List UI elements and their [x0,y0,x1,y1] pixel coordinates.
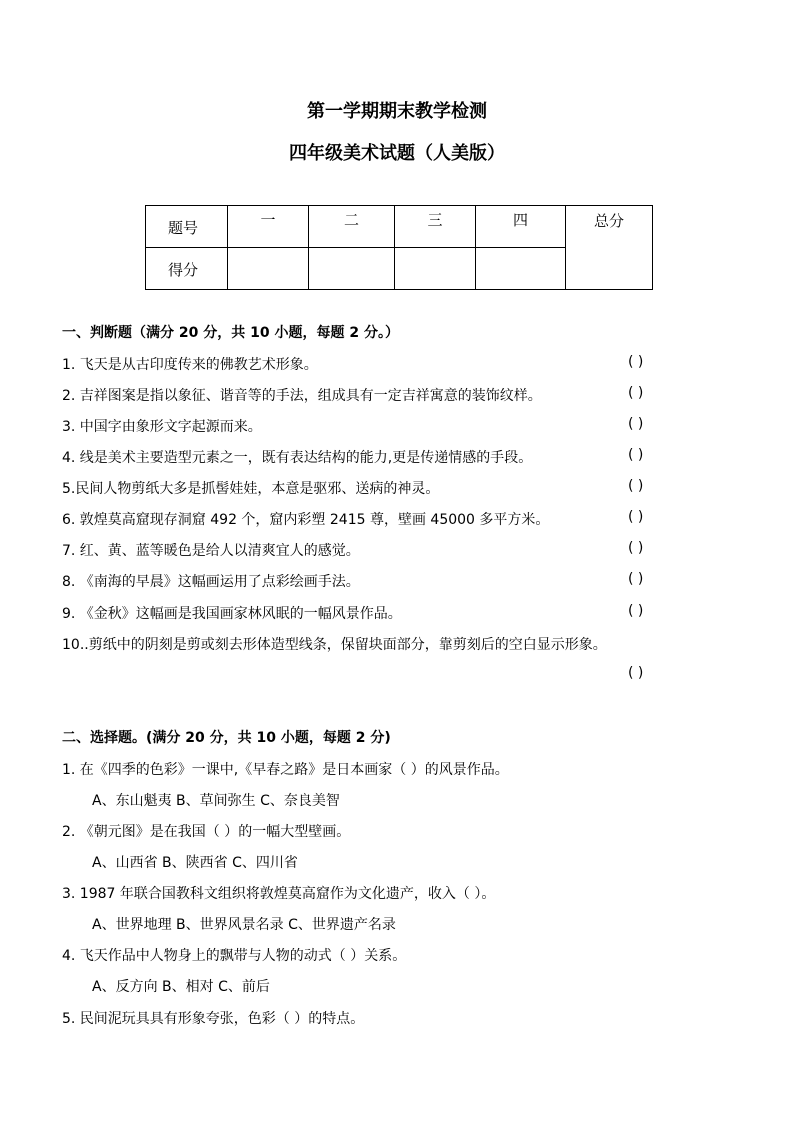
score-table-col-4 [476,206,566,248]
score-table [145,205,653,290]
choice-options: A、山西省 B、陕西省 C、四川省 [92,855,298,871]
exam-title: 第一学期期末教学检测 [307,101,487,122]
score-table-col-2 [309,206,395,248]
judge-question: 1. 飞天是从古印度传来的佛教艺术形象。 [62,357,318,373]
judge-question: 3. 中国字由象形文字起源而来。 [62,419,262,435]
question-number-label: 题号 [168,219,199,237]
answer-blank[interactable]: ( ) [628,603,644,619]
judge-question: 5.民间人物剪纸大多是抓髻娃娃，本意是驱邪、送病的神灵。 [62,481,440,497]
answer-blank[interactable]: ( ) [628,509,644,525]
judge-question: 10..剪纸中的阴刻是剪或刻去形体造型线条，保留块面部分，靠剪刻后的空白显示形象。 [62,637,607,653]
score-table-col-1 [228,206,309,248]
score-blank-2[interactable] [309,248,395,290]
score-label: 得分 [168,261,199,279]
choice-options: A、世界地理 B、世界风景名录 C、世界遗产名录 [92,917,396,933]
answer-blank[interactable]: ( ) [628,385,644,401]
choice-question: 1. 在《四季的色彩》一课中,《早春之路》是日本画家（ ）的风景作品。 [62,762,509,778]
column-label: 二 [343,211,359,229]
judge-question: 9. 《金秋》这幅画是我国画家林风眠的一幅风景作品。 [62,606,402,622]
choice-question: 5. 民间泥玩具具有形象夸张，色彩（ ）的特点。 [62,1011,365,1027]
score-blank-4[interactable] [476,248,566,290]
answer-blank[interactable]: ( ) [628,447,644,463]
column-label: 三 [427,211,443,229]
choice-question: 3. 1987 年联合国教科文组织将敦煌莫高窟作为文化遗产，收入（ ）。 [62,886,496,902]
score-blank-3[interactable] [395,248,476,290]
answer-blank[interactable]: ( ) [628,540,644,556]
total-score-label: 总分 [593,212,624,230]
judge-question: 6. 敦煌莫高窟现存洞窟 492 个，窟内彩塑 2415 尊，壁画 45000 多平方米。 [62,512,550,528]
exam-subtitle: 四年级美术试题（人美版） [289,143,505,164]
score-table-total-cell [566,206,653,290]
score-blank-1[interactable] [228,248,309,290]
choice-options: A、反方向 B、相对 C、前后 [92,979,270,995]
judge-question: 8. 《南海的早晨》这幅画运用了点彩绘画手法。 [62,574,360,590]
choice-question: 2. 《朝元图》是在我国（ ）的一幅大型壁画。 [62,824,351,840]
section-1-heading: 一、判断题（满分 20 分，共 10 小题，每题 2 分。） [62,325,399,341]
choice-options: A、东山魁夷 B、草间弥生 C、奈良美智 [92,793,340,809]
judge-question: 7. 红、黄、蓝等暖色是给人以清爽宜人的感觉。 [62,543,360,559]
score-table-col-3 [395,206,476,248]
score-table-header-row [146,206,653,248]
judge-question: 2. 吉祥图案是指以象征、谐音等的手法，组成具有一定吉祥寓意的装饰纹样。 [62,388,542,404]
answer-blank[interactable]: ( ) [628,571,644,587]
answer-blank[interactable]: ( ) [628,354,644,370]
answer-blank[interactable]: ( ) [628,416,644,432]
choice-question: 4. 飞天作品中人物身上的飘带与人物的动式（ ）关系。 [62,948,407,964]
judge-question: 4. 线是美术主要造型元素之一，既有表达结构的能力,更是传递情感的手段。 [62,450,533,466]
score-table-label-cell [146,248,228,290]
column-label: 一 [260,211,276,229]
section-2-heading: 二、选择题。(满分 20 分，共 10 小题，每题 2 分) [62,730,391,746]
score-table-label-cell [146,206,228,248]
column-label: 四 [512,211,528,229]
answer-blank[interactable]: ( ) [628,478,644,494]
answer-blank[interactable]: ( ) [628,665,644,681]
